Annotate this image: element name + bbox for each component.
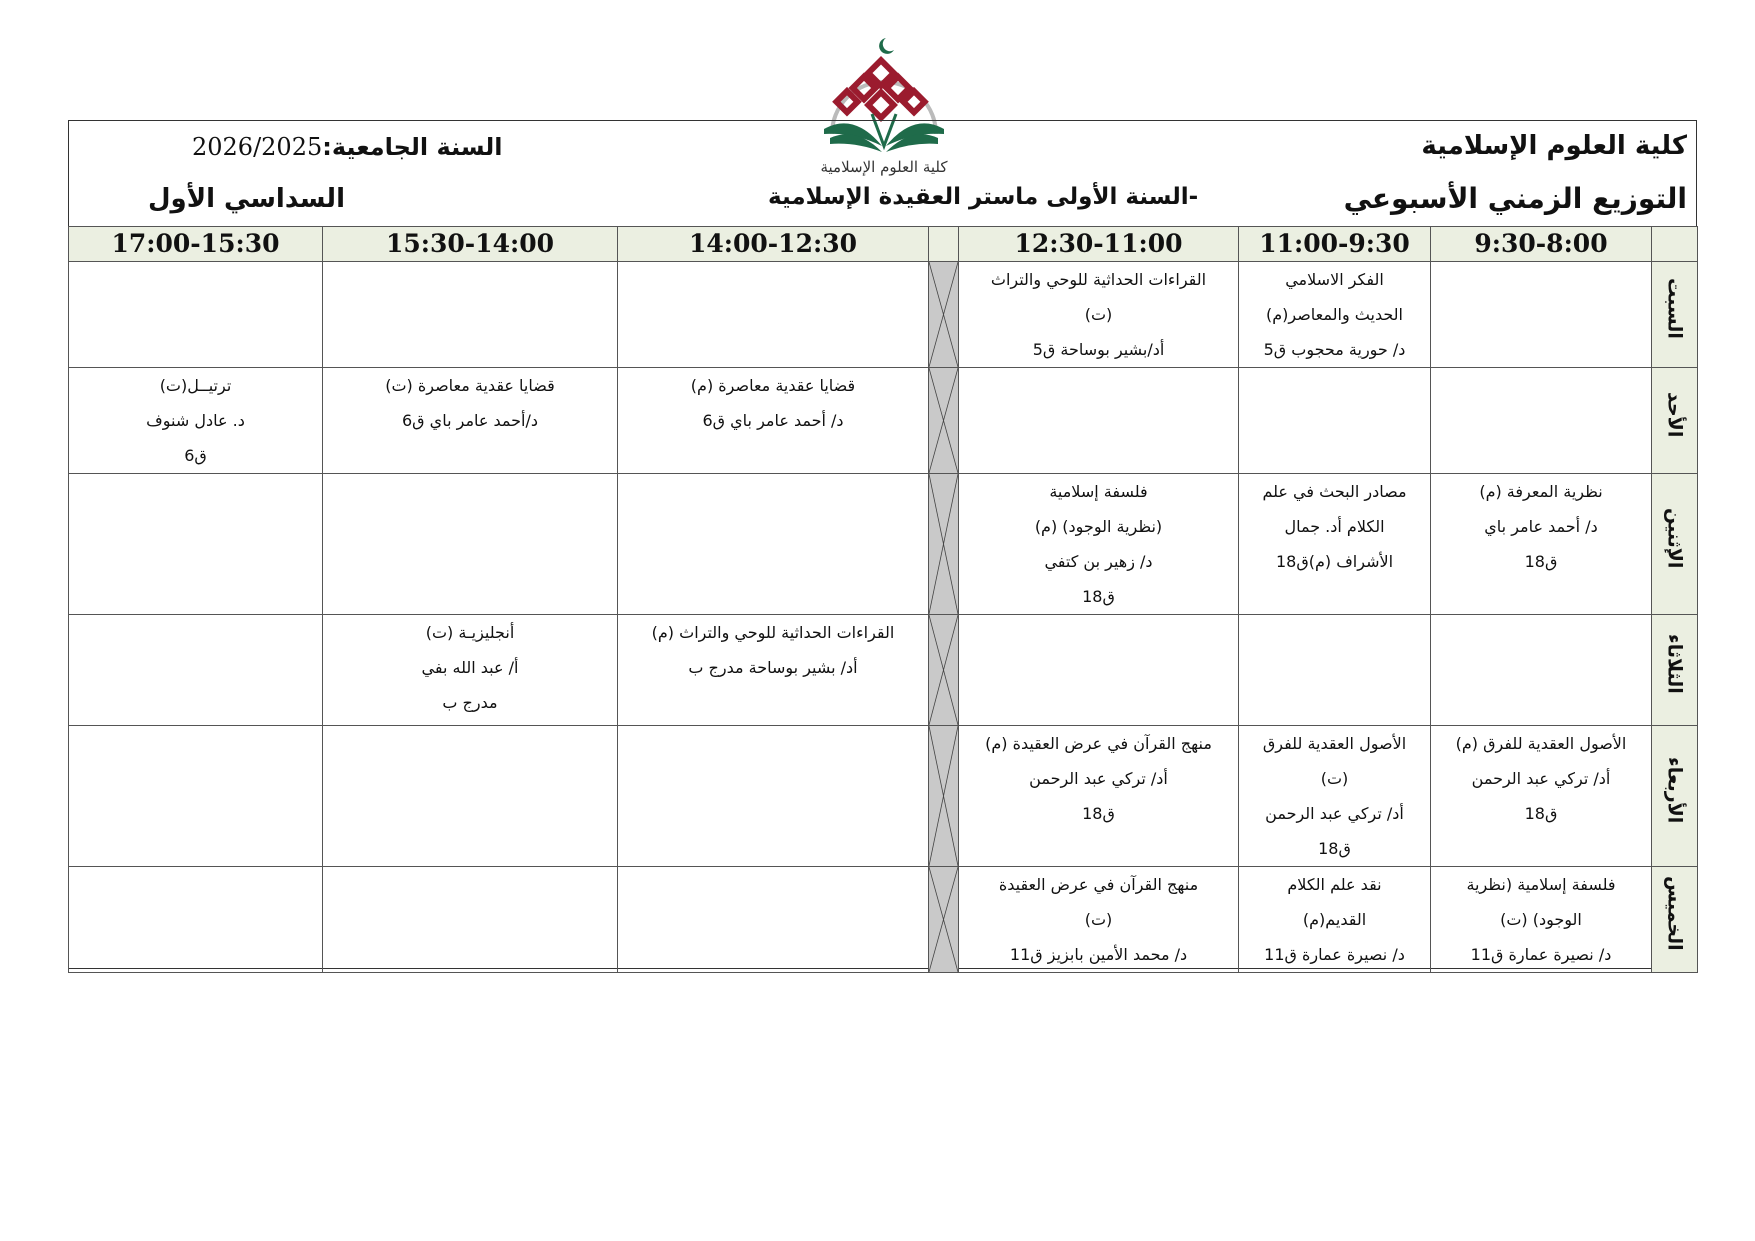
day-row — [69, 726, 1698, 867]
cell-line: الوجود) (ت) — [1500, 910, 1582, 929]
time-slot-header: 11:00-9:30 — [1239, 227, 1431, 262]
schedule-cell — [1239, 262, 1431, 368]
schedule-cell — [69, 368, 323, 474]
schedule-cell — [1431, 615, 1652, 726]
cell-line: القراءات الحداثية للوحي والتراث — [990, 270, 1207, 289]
schedule-cell — [959, 262, 1239, 368]
cell-line: منهج القرآن في عرض العقيدة — [998, 875, 1199, 894]
cell-line: نقد علم الكلام — [1287, 875, 1382, 894]
day-cell — [1652, 726, 1698, 867]
cell-line: ق18 — [1082, 587, 1115, 606]
day-cell — [1652, 867, 1698, 973]
cell-line: القراءات الحداثية للوحي والتراث (م) — [651, 623, 895, 642]
break-cell — [929, 474, 959, 615]
schedule-cell — [1239, 474, 1431, 615]
cell-line: الحديث والمعاصر(م) — [1266, 305, 1403, 324]
schedule-cell — [959, 726, 1239, 867]
schedule-cell — [1431, 726, 1652, 867]
schedule-cell — [323, 368, 618, 474]
day-cell — [1652, 474, 1698, 615]
cell-line: د/ زهير بن كتفي — [1044, 552, 1153, 571]
schedule-cell — [1239, 726, 1431, 867]
schedule-cell — [323, 262, 618, 368]
semester: السداسي الأول — [148, 184, 345, 214]
break-cell — [929, 262, 959, 368]
cell-line: ق18 — [1082, 804, 1115, 823]
cell-line: ق18 — [1524, 804, 1558, 823]
time-slot-header: 14:00-12:30 — [618, 227, 929, 262]
day-row — [69, 368, 1698, 474]
schedule-cell — [1239, 615, 1431, 726]
cell-line: فلسفة إسلامية — [1049, 482, 1148, 501]
cell-line: ق18 — [1318, 839, 1351, 858]
schedule-cell — [1239, 368, 1431, 474]
break-cell — [929, 867, 959, 973]
academic-year-value: 2026/2025 — [192, 133, 323, 161]
cell-line: د/ أحمد عامر باي ق6 — [702, 411, 844, 430]
schedule-cell — [959, 867, 1239, 973]
logo-text: كلية العلوم الإسلامية — [820, 158, 948, 176]
day-row — [69, 867, 1698, 973]
cell-line: نظرية المعرفة (م) — [1479, 482, 1603, 501]
corner-cell — [1652, 227, 1698, 262]
time-slot-header: 9:30-8:00 — [1431, 227, 1652, 262]
cell-line: الفكر الاسلامي — [1285, 270, 1384, 289]
cell-line: أد/ تركي عبد الرحمن — [1471, 769, 1611, 788]
cell-line: فلسفة إسلامية (نظرية — [1466, 875, 1616, 894]
day-cell — [1652, 368, 1698, 474]
cell-line: د/ نصيرة عمارة ق11 — [1470, 945, 1612, 964]
schedule-cell — [323, 474, 618, 615]
day-label: الإثنين — [1663, 507, 1686, 569]
cell-line: الأصول العقدية للفرق (م) — [1455, 734, 1627, 753]
schedule-cell — [1431, 474, 1652, 615]
cell-line: ق6 — [184, 446, 207, 465]
cell-line: الكلام أد. جمال — [1284, 517, 1385, 536]
cell-line: أ/ عبد الله بفي — [421, 658, 519, 677]
schedule-cell — [1431, 262, 1652, 368]
schedule-cell — [69, 726, 323, 867]
cell-line: الأصول العقدية للفرق — [1262, 734, 1407, 753]
cell-line: د/أحمد عامر باي ق6 — [401, 411, 539, 430]
day-cell — [1652, 262, 1698, 368]
schedule-cell — [323, 867, 618, 973]
cell-line: القديم(م) — [1302, 910, 1367, 929]
schedule-cell — [959, 615, 1239, 726]
schedule-cell — [959, 368, 1239, 474]
academic-year-label: السنة الجامعية: — [322, 133, 503, 161]
day-label: الأربعاء — [1663, 756, 1686, 824]
cell-line: الأشراف (م)ق18 — [1275, 552, 1394, 571]
schedule-cell — [618, 726, 929, 867]
cell-line: قضايا عقدية معاصرة (ت) — [385, 376, 555, 395]
cell-line: مصادر البحث في علم — [1262, 482, 1407, 501]
day-label: السبت — [1663, 278, 1686, 339]
cell-line: د/ نصيرة عمارة ق11 — [1264, 945, 1405, 964]
schedule-cell — [618, 262, 929, 368]
cell-line: منهج القرآن في عرض العقيدة (م) — [985, 734, 1212, 753]
schedule-cell — [618, 474, 929, 615]
cell-line: أد/بشير بوساحة ق5 — [1032, 340, 1165, 359]
cell-line: (نظرية الوجود) (م) — [1034, 517, 1163, 536]
time-slot-header: 17:00-15:30 — [69, 227, 323, 262]
schedule-cell — [69, 474, 323, 615]
cell-line: مدرج ب — [442, 693, 498, 712]
schedule-title: التوزيع الزمني الأسبوعي — [1343, 182, 1687, 215]
schedule-cell — [1431, 368, 1652, 474]
schedule-cell — [1239, 867, 1431, 973]
cell-line: أنجليزيـة (ت) — [425, 623, 515, 642]
cell-line: ق18 — [1524, 552, 1558, 571]
time-header-row — [69, 227, 1698, 262]
schedule-cell — [69, 262, 323, 368]
schedule-cell — [323, 615, 618, 726]
cell-line: أد/ تركي عبد الرحمن — [1029, 769, 1168, 788]
cell-line: ترتيــل(ت) — [159, 376, 232, 395]
program-title: -السنة الأولى ماستر العقيدة الإسلامية — [768, 184, 1199, 210]
day-label: الخميس — [1663, 876, 1686, 951]
cell-line: د/ حورية محجوب ق5 — [1263, 340, 1406, 359]
schedule-cell — [69, 867, 323, 973]
cell-line: د/ محمد الأمين بابزيز ق11 — [1009, 945, 1188, 964]
time-slot-header: 15:30-14:00 — [323, 227, 618, 262]
day-row — [69, 615, 1698, 726]
schedule-cell — [618, 368, 929, 474]
academic-year — [192, 133, 503, 161]
cell-line: أد/ تركي عبد الرحمن — [1265, 804, 1404, 823]
day-row — [69, 262, 1698, 368]
schedule-cell — [959, 474, 1239, 615]
schedule-cell — [618, 615, 929, 726]
cell-line: (ت) — [1084, 910, 1113, 929]
cell-line: (ت) — [1320, 769, 1349, 788]
day-row — [69, 474, 1698, 615]
faculty-name: كلية العلوم الإسلامية — [1421, 131, 1687, 161]
cell-line: (ت) — [1084, 305, 1113, 324]
cell-line: د. عادل شنوف — [146, 411, 245, 430]
break-header — [929, 227, 959, 262]
schedule-table — [68, 226, 1698, 973]
cell-line: قضايا عقدية معاصرة (م) — [690, 376, 856, 395]
day-label: الثلاثاء — [1663, 634, 1686, 694]
day-cell — [1652, 615, 1698, 726]
schedule-cell — [69, 615, 323, 726]
break-cell — [929, 726, 959, 867]
cell-line: أد/ بشير بوساحة مدرج ب — [688, 658, 858, 677]
schedule-cell — [1431, 867, 1652, 973]
day-label: الأحد — [1663, 391, 1686, 438]
schedule-cell — [323, 726, 618, 867]
break-cell — [929, 615, 959, 726]
time-slot-header: 12:30-11:00 — [959, 227, 1239, 262]
break-cell — [929, 368, 959, 474]
cell-line: د/ أحمد عامر باي — [1484, 517, 1598, 536]
schedule-cell — [618, 867, 929, 973]
